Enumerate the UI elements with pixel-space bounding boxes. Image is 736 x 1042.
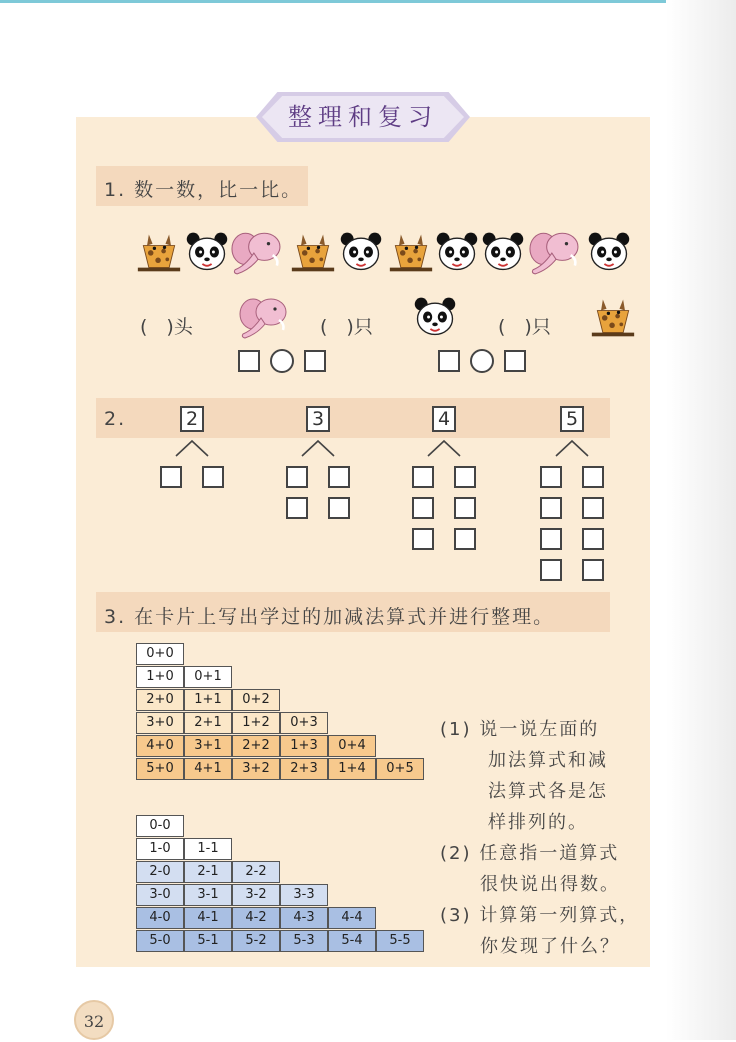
note-line: (1) 说一说左面的	[440, 719, 600, 740]
q2-band	[96, 398, 610, 438]
split-caret-icon	[552, 438, 592, 458]
addition-card: 1+3	[280, 735, 328, 757]
addition-card: 3+0	[136, 712, 184, 734]
addition-card: 2+2	[232, 735, 280, 757]
panda-icon	[412, 294, 458, 344]
number-box-3: 3	[306, 406, 330, 432]
note-line: 样排列的。	[488, 812, 588, 833]
panda-icon	[338, 228, 384, 280]
note-line: (2) 任意指一道算式	[440, 843, 620, 864]
addition-card: 0+1	[184, 666, 232, 688]
addition-card: 1+4	[328, 758, 376, 780]
subtraction-card: 4-1	[184, 907, 232, 929]
panda-icon	[434, 228, 480, 280]
subtraction-card: 4-3	[280, 907, 328, 929]
note-line: 你发现了什么？	[480, 936, 620, 957]
split-box-left[interactable]	[412, 497, 434, 519]
split-box-left[interactable]	[160, 466, 182, 488]
addition-card: 4+0	[136, 735, 184, 757]
addition-card: 0+0	[136, 643, 184, 665]
subtraction-card: 5-0	[136, 930, 184, 952]
note-line: 加法算式和减	[488, 750, 608, 771]
top-rule	[0, 0, 736, 3]
q3-label: 3. 在卡片上写出学过的加减法算式并进行整理。	[104, 606, 555, 628]
subtraction-card: 5-4	[328, 930, 376, 952]
addition-card: 1+0	[136, 666, 184, 688]
panda-icon	[586, 228, 632, 280]
q2-label: 2.	[104, 408, 127, 430]
split-box-right[interactable]	[582, 528, 604, 550]
split-box-left[interactable]	[540, 528, 562, 550]
split-box-right[interactable]	[328, 466, 350, 488]
addition-card: 0+5	[376, 758, 424, 780]
note-line: 很快说出得数。	[480, 874, 620, 895]
answer-box-left[interactable]	[238, 350, 260, 372]
subtraction-card: 3-2	[232, 884, 280, 906]
split-box-right[interactable]	[328, 497, 350, 519]
elephant-icon	[232, 294, 296, 344]
subtraction-card: 4-2	[232, 907, 280, 929]
split-box-left[interactable]	[540, 466, 562, 488]
subtraction-card: 5-1	[184, 930, 232, 952]
subtraction-card: 1-1	[184, 838, 232, 860]
subtraction-card: 2-0	[136, 861, 184, 883]
split-box-right[interactable]	[454, 497, 476, 519]
subtraction-card: 4-4	[328, 907, 376, 929]
elephant-icon	[228, 228, 286, 280]
panda-icon	[480, 228, 526, 280]
q1-label: 1. 数一数，比一比。	[104, 179, 303, 201]
subtraction-card: 2-2	[232, 861, 280, 883]
giraffe-icon	[136, 228, 182, 280]
page-number: 32	[74, 1000, 114, 1040]
giraffe-icon	[388, 228, 434, 280]
split-box-right[interactable]	[582, 559, 604, 581]
split-box-left[interactable]	[286, 497, 308, 519]
note-line: (3) 计算第一列算式，	[440, 905, 640, 926]
count-blank-elephant[interactable]: ( )头	[140, 316, 193, 338]
subtraction-card: 5-2	[232, 930, 280, 952]
subtraction-card: 0-0	[136, 815, 184, 837]
split-box-left[interactable]	[540, 497, 562, 519]
split-caret-icon	[172, 438, 212, 458]
split-box-left[interactable]	[540, 559, 562, 581]
giraffe-icon	[590, 294, 636, 344]
subtraction-card: 2-1	[184, 861, 232, 883]
subtraction-card: 3-3	[280, 884, 328, 906]
page-edge-shade	[666, 0, 736, 1040]
split-box-right[interactable]	[454, 528, 476, 550]
addition-card: 2+3	[280, 758, 328, 780]
compare-circle[interactable]	[270, 349, 294, 373]
addition-card: 3+1	[184, 735, 232, 757]
count-blank-giraffe[interactable]: ( )只	[498, 316, 551, 338]
answer-box-right[interactable]	[504, 350, 526, 372]
addition-card: 0+3	[280, 712, 328, 734]
number-box-2: 2	[180, 406, 204, 432]
split-box-right[interactable]	[202, 466, 224, 488]
addition-card: 2+0	[136, 689, 184, 711]
subtraction-card: 4-0	[136, 907, 184, 929]
subtraction-card: 5-5	[376, 930, 424, 952]
number-box-4: 4	[432, 406, 456, 432]
split-box-left[interactable]	[412, 466, 434, 488]
note-line: 法算式各是怎	[488, 781, 608, 802]
elephant-icon	[526, 228, 584, 280]
addition-card: 5+0	[136, 758, 184, 780]
number-box-5: 5	[560, 406, 584, 432]
split-box-right[interactable]	[582, 466, 604, 488]
split-box-right[interactable]	[582, 497, 604, 519]
addition-card: 3+2	[232, 758, 280, 780]
split-caret-icon	[424, 438, 464, 458]
addition-card: 0+4	[328, 735, 376, 757]
split-box-right[interactable]	[454, 466, 476, 488]
subtraction-card: 3-1	[184, 884, 232, 906]
compare-circle[interactable]	[470, 349, 494, 373]
answer-box-right[interactable]	[304, 350, 326, 372]
split-box-left[interactable]	[286, 466, 308, 488]
addition-card: 1+1	[184, 689, 232, 711]
page-title: 整理和复习	[288, 103, 438, 131]
subtraction-card: 3-0	[136, 884, 184, 906]
count-blank-panda[interactable]: ( )只	[320, 316, 373, 338]
subtraction-card: 1-0	[136, 838, 184, 860]
addition-card: 2+1	[184, 712, 232, 734]
split-box-left[interactable]	[412, 528, 434, 550]
split-caret-icon	[298, 438, 338, 458]
giraffe-icon	[290, 228, 336, 280]
addition-card: 1+2	[232, 712, 280, 734]
answer-box-left[interactable]	[438, 350, 460, 372]
panda-icon	[184, 228, 230, 280]
subtraction-card: 5-3	[280, 930, 328, 952]
addition-card: 4+1	[184, 758, 232, 780]
addition-card: 0+2	[232, 689, 280, 711]
